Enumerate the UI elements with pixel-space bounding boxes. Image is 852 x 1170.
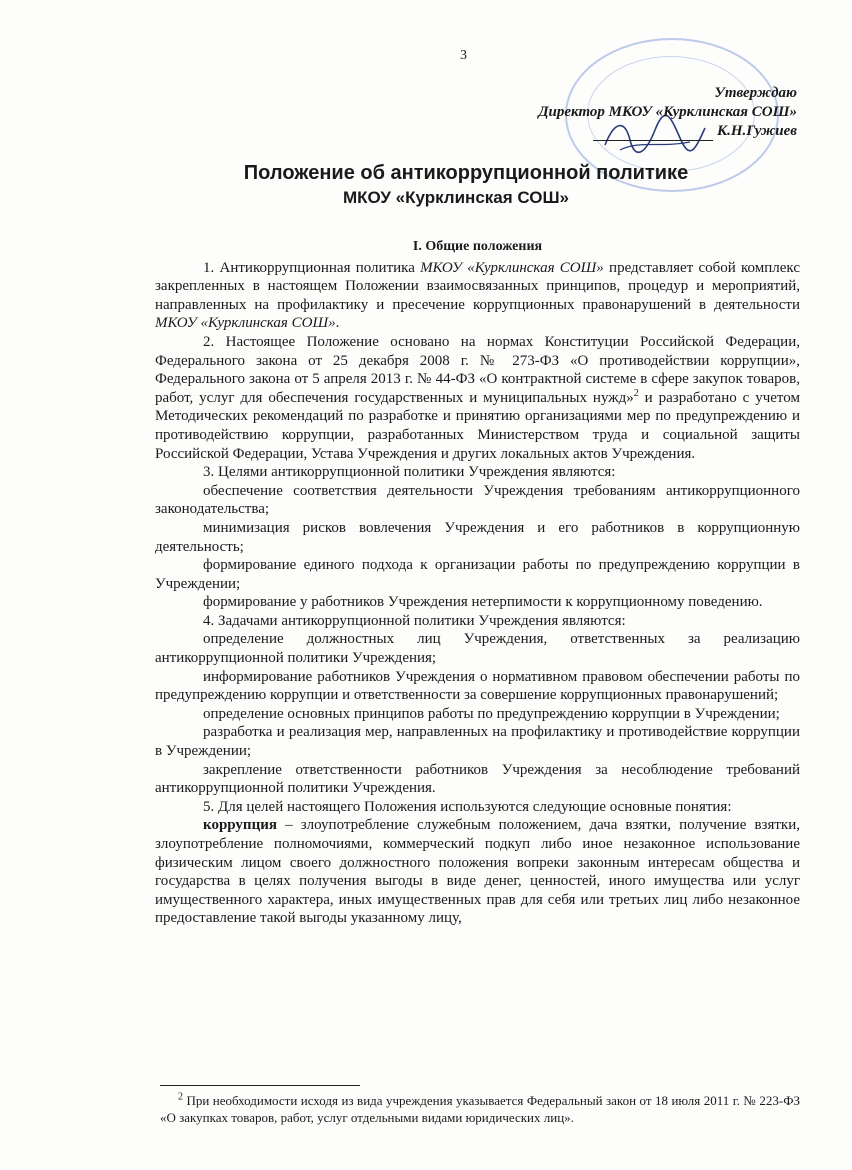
goal-item: формирование у работников Учреждения нетерпимости к коррупционному поведению.	[203, 594, 763, 611]
definition-text: – злоупотребление служебным положением, дача взятки, получение взятки, злоупотребление полномочиями, коммерческий подкуп либо иное незаконное использование физическим лицом своего должностного положения вопреки законным интересам общества и государства в целях получения выгоды в виде денег, ценностей, иного имущества или услуг имущественного характера, иных имущественных прав для себя или третьих лиц либо незаконное предоставление такой выгоды указанному лицу,	[155, 817, 800, 927]
footnote-divider	[160, 1085, 360, 1086]
org-name-italic: МКОУ «Курклинская СОШ»	[420, 259, 604, 276]
paragraph-1	[155, 259, 800, 333]
paragraph-1-text-b: представляет собой комплекс закрепленных в настоящем Положении взаимосвязанных принципов, процедур и мероприятий, направленных на профилактику и пресечение коррупционных правонарушений в деятельности	[155, 259, 800, 313]
title-organization: МКОУ «Курклинская СОШ»	[343, 188, 569, 207]
page-number: 3	[460, 48, 467, 63]
paragraph-1-text-a: 1. Антикоррупционная политика	[203, 259, 421, 276]
signature-line	[593, 128, 713, 141]
paragraph-5: 5. Для целей настоящего Положения используются следующие основные понятия:	[203, 798, 732, 815]
approval-block	[538, 84, 797, 141]
org-name-italic-2: МКОУ «Курклинская СОШ»	[155, 315, 336, 332]
approval-label: Утверждаю	[714, 85, 797, 101]
paragraph-2-text-b: и разработано с учетом Методических рекомендаций по разработке и принятию организациями мер по предупреждению и противодействию коррупции, разработанных Министерством труда и социальной защиты Российской Федерации, Устава Учреждения и других локальных актов Учреждения.	[155, 389, 800, 462]
footnote-ref: 2	[633, 387, 639, 399]
paragraph-3: 3. Целями антикоррупционной политики Учреждения являются:	[203, 464, 616, 481]
definition-term: коррупция	[203, 817, 277, 834]
task-item: определение должностных лиц Учреждения, ответственных за реализацию антикоррупционной политики Учреждения;	[155, 631, 800, 667]
section-heading: I. Общие положения	[412, 239, 543, 254]
footnote	[160, 1092, 800, 1126]
paragraph-1-text-c: .	[335, 315, 340, 332]
goal-item: минимизация рисков вовлечения Учреждения и его работников в коррупционную деятельность;	[155, 519, 800, 555]
task-item: закрепление ответственности работников Учреждения за несоблюдение требований антикоррупционной политики Учреждения.	[155, 761, 800, 797]
paragraph-2	[155, 333, 800, 463]
approval-position: Директор МКОУ «Курклинская СОШ»	[538, 104, 797, 120]
document-title	[0, 160, 852, 210]
goal-item: обеспечение соответствия деятельности Учреждения требованиям антикоррупционного законодательства;	[155, 482, 800, 518]
footnote-mark: 2	[178, 1091, 183, 1103]
task-item: разработка и реализация мер, направленных на профилактику и противодействие коррупции в Учреждении;	[155, 724, 800, 760]
footnote-text: При необходимости исходя из вида учреждения указывается Федеральный закон от 18 июля 2011 г. № 223-ФЗ «О закупках товаров, работ, услуг отдельными видами юридических лиц».	[160, 1093, 800, 1125]
approval-name: К.Н.Гужиев	[716, 123, 797, 139]
definition-corruption	[155, 816, 800, 928]
title-main: Положение об антикоррупционной политике	[243, 162, 689, 184]
document-body	[155, 238, 800, 928]
goal-item: формирование единого подхода к организации работы по предупреждению коррупции в Учреждении;	[155, 557, 800, 592]
paragraph-2-text-a: 2. Настоящее Положение основано на нормах Конституции Российской Федерации, Федерального закона от 25 декабря 2008 г. № 273-ФЗ «О противодействии коррупции», Федерального закона от 5 апреля 2013 г. № 44-ФЗ «О контрактной системе в сфере закупок товаров, работ, услуг для обеспечения государственных и муниципальных нужд»	[155, 333, 800, 406]
task-item: информирование работников Учреждения о нормативном правовом обеспечении работы по предупреждению коррупции и ответственности за совершение коррупционных правонарушений;	[155, 668, 800, 704]
task-item: определение основных принципов работы по предупреждению коррупции в Учреждении;	[203, 705, 780, 722]
paragraph-4: 4. Задачами антикоррупционной политики Учреждения являются:	[203, 612, 626, 629]
approval-signatory	[538, 122, 797, 141]
